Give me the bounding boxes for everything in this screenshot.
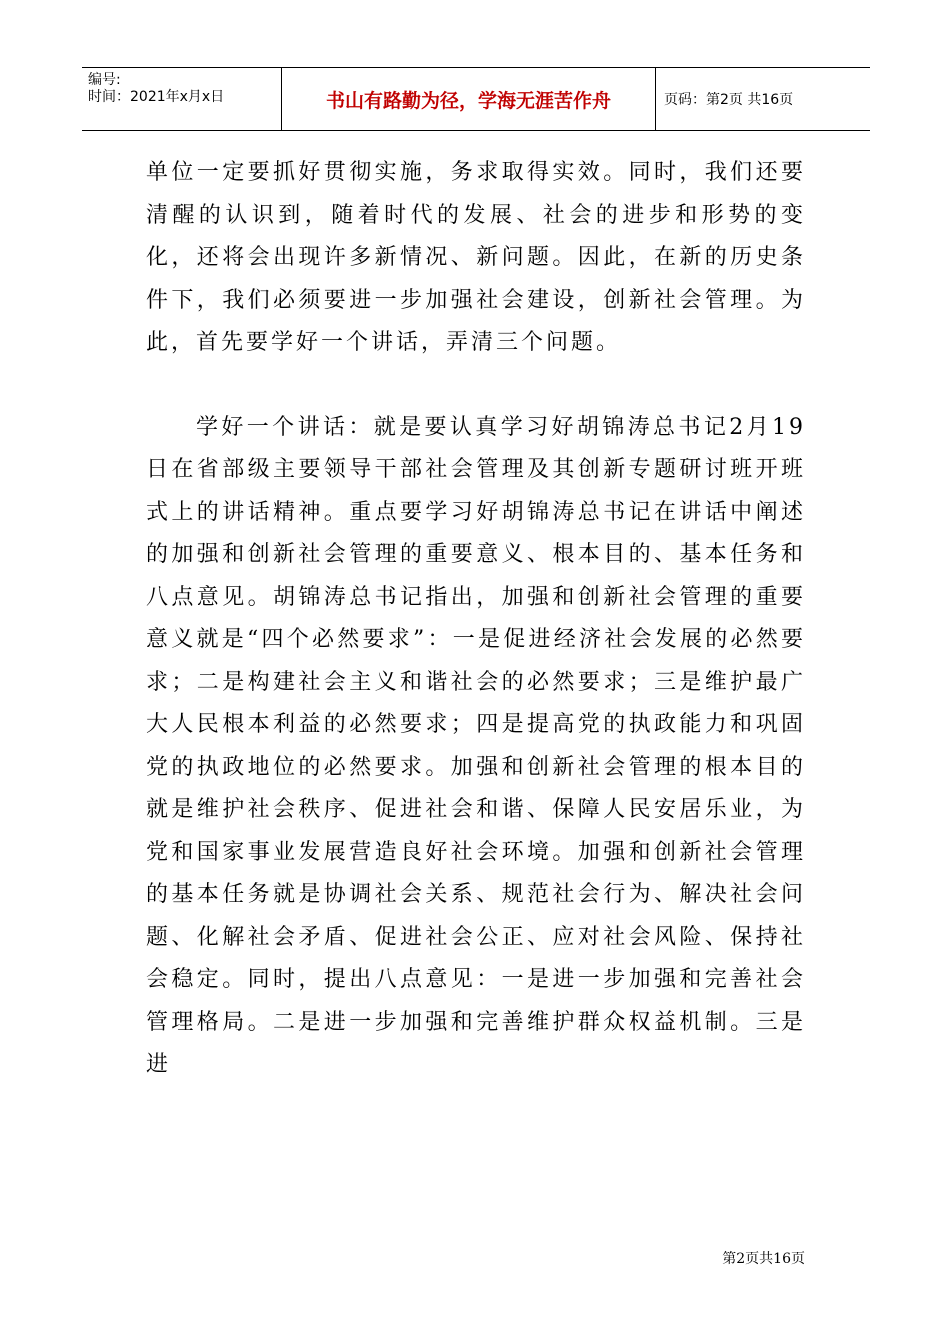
header-motto: 书山有路勤为径，学海无涯苦作舟 [282,68,656,130]
page-footer: 第2页共16页 [722,1251,805,1267]
document-date-label: 时间：2021年x月x日 [88,89,225,105]
header-page-number: 页码：第2页 共16页 [664,92,794,108]
paragraph-1: 单位一定要抓好贯彻实施，务求取得实效。同时，我们还要清醒的认识到，随着时代的发展、社会的进步和形势的变化，还将会出现许多新情况、新问题。因此，在新的历史条件下，我们必须要进一步加强社会建设，创新社会管理。为此，首先要学好一个讲话，弄清三个问题。 [146,160,806,355]
document-number-label: 编号: [88,72,121,88]
page-header [82,67,870,131]
paragraph-2: 学好一个讲话：就是要认真学习好胡锦涛总书记2月19日在省部级主要领导干部社会管理及其创新专题研讨班开班式上的讲话精神。重点要学习好胡锦涛总书记在讲话中阐述的加强和创新社会管理的重要意义、根本目的、基本任务和八点意见。胡锦涛总书记指出，加强和创新社会管理的重要意义就是“四个必然要求”：一是促进经济社会发展的必然要求；二是构建社会主义和谐社会的必然要求；三是维护最广大人民根本利益的必然要求；四是提高党的执政能力和巩固党的执政地位的必然要求。加强和创新社会管理的根本目的就是维护社会秩序、促进社会和谐、保障人民安居乐业，为党和国家事业发展营造良好社会环境。加强和创新社会管理的基本任务就是协调社会关系、规范社会行为、解决社会问题、化解社会矛盾、促进社会公正、应对社会风险、保持社会稳定。同时，提出八点意见：一是进一步加强和完善社会管理格局。二是进一步加强和完善维护群众权益机制。三是进 [146,414,806,1077]
header-meta-cell [82,68,282,130]
document-body [146,152,806,1087]
